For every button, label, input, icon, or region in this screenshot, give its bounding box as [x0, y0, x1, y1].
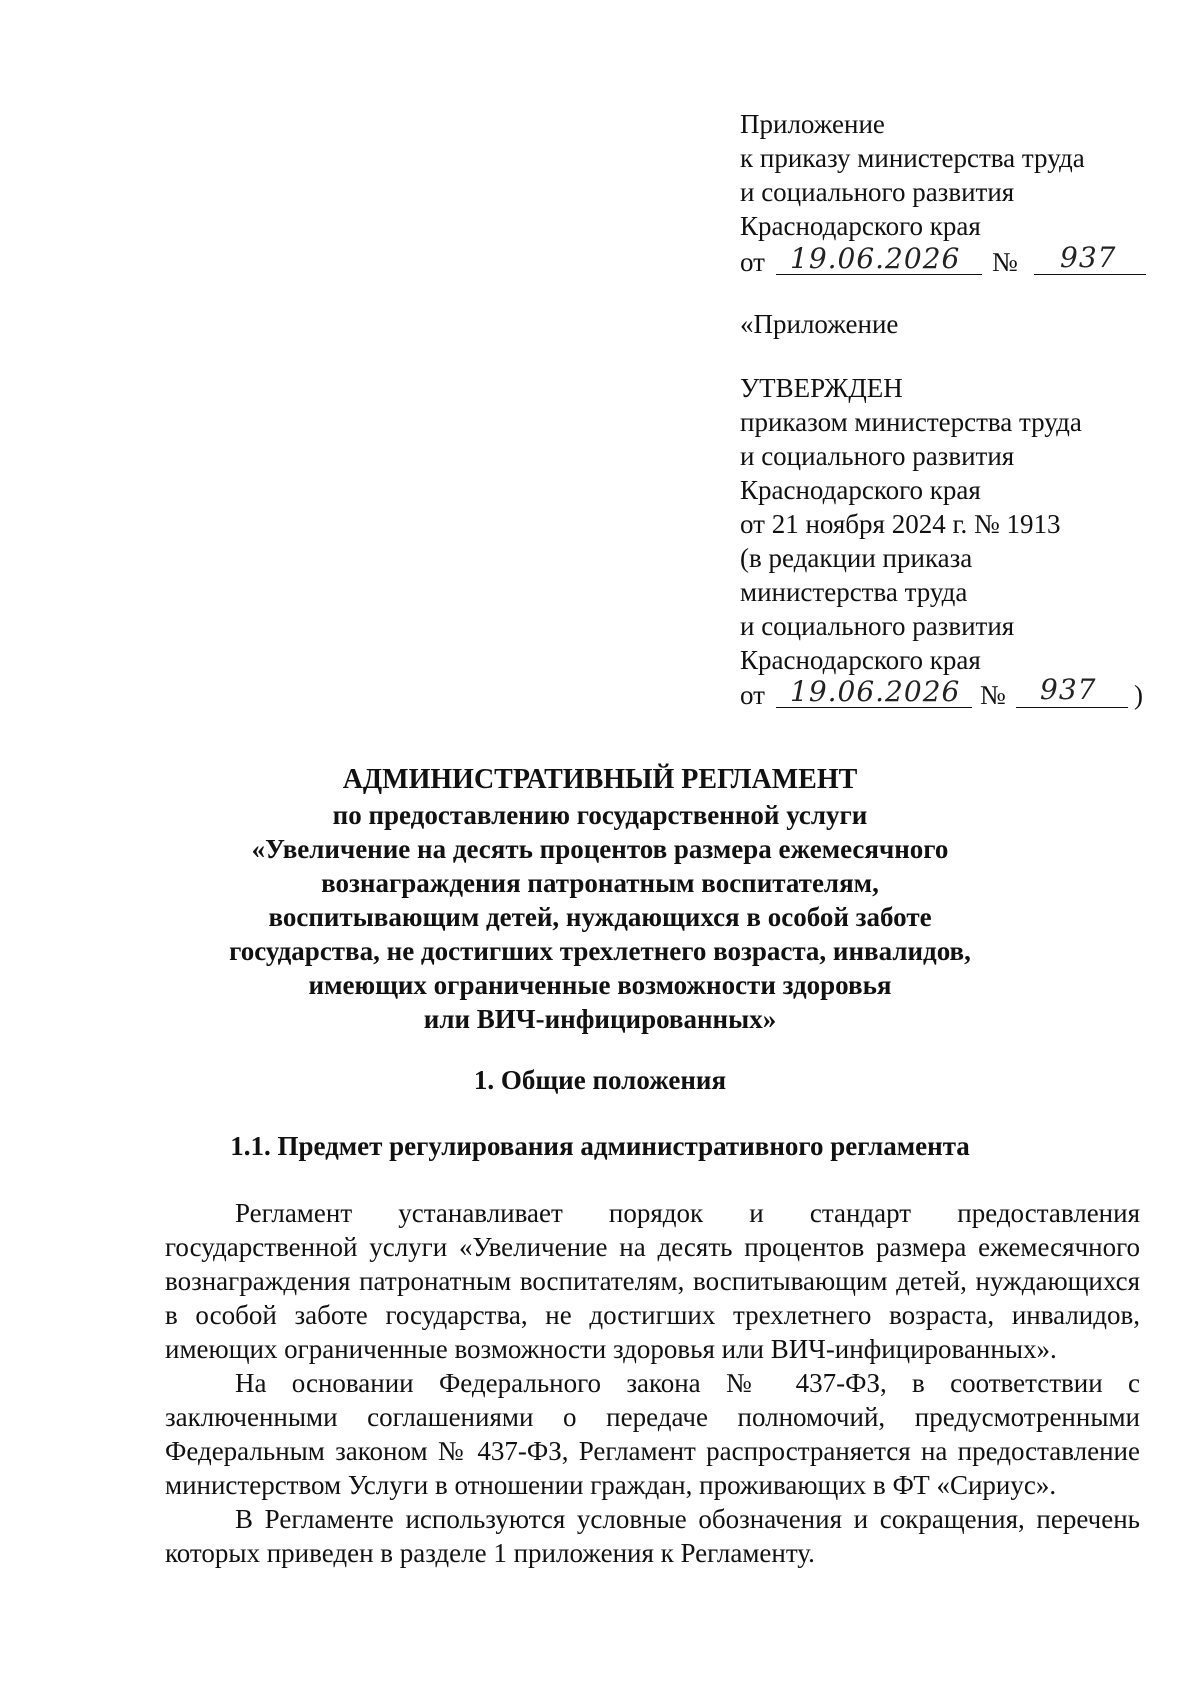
- section-heading: 1. Общие положения: [473, 1065, 727, 1095]
- revision-date-prefix: от: [740, 680, 765, 710]
- title-line: «Увеличение на десять процентов размера ежемесячного: [251, 834, 949, 864]
- paragraph: На основании Федерального закона № 437-ФЗ, в соответствии с заключенными соглашениями о передаче полномочий, предусмотренными Федеральным законом № 437-ФЗ, Регламент распространяется на предоставление министерством Услуги в отношении граждан, проживающих в ФТ «Сириус».: [165, 1368, 1140, 1500]
- title-line: государства, не достигших трехлетнего возраста, инвалидов,: [229, 936, 971, 966]
- paragraph: Регламент устанавливает порядок и стандарт предоставления государственной услуги «Увеличение на десять процентов размера ежемесячного вознаграждения патронатным воспитателям, воспитывающим детей, нуждающихся в особой заботе государства, не достигших трехлетнего возраста, инвалидов, имеющих ограниченные возможности здоровья или ВИЧ-инфицированных».: [165, 1198, 1140, 1364]
- order-date-prefix: от: [740, 247, 765, 277]
- revision-number-handwritten: 937: [1040, 673, 1097, 706]
- section-body: [165, 1196, 1140, 1570]
- order-number-underline: [1034, 274, 1146, 275]
- approved-line: (в редакции приказа: [740, 543, 973, 573]
- appendix-quote: «Приложение: [740, 309, 899, 339]
- order-date-handwritten: 19.06.2026: [790, 242, 961, 275]
- title-line: по предоставлению государственной услуги: [332, 800, 868, 830]
- appendix-line: Краснодарского края: [740, 211, 981, 241]
- approved-line: приказом министерства труда: [740, 407, 1082, 437]
- approved-line: и социального развития: [740, 441, 1015, 471]
- revision-number-underline: [1016, 707, 1128, 708]
- order-number-handwritten: 937: [1060, 241, 1117, 274]
- title-line: имеющих ограниченные возможности здоровья: [308, 970, 892, 1000]
- title-line: АДМИНИСТРАТИВНЫЙ РЕГЛАМЕНТ: [342, 764, 858, 795]
- revision-number-prefix: №: [980, 680, 1006, 710]
- approved-line: Краснодарского края: [740, 475, 981, 505]
- appendix-line: и социального развития: [740, 177, 1015, 207]
- paragraph: В Регламенте используются условные обозначения и сокращения, перечень которых приведен в разделе 1 приложения к Регламенту.: [165, 1504, 1140, 1568]
- title-line: вознаграждения патронатным воспитателям,: [321, 868, 879, 898]
- closing-paren: ): [1134, 680, 1143, 710]
- appendix-line: Приложение: [740, 109, 885, 139]
- title-line: воспитывающим детей, нуждающихся в особой заботе: [268, 902, 932, 932]
- approved-title: УТВЕРЖДЕН: [740, 373, 903, 403]
- title-line: или ВИЧ-инфицированных»: [423, 1004, 777, 1034]
- appendix-line: к приказу министерства труда: [740, 143, 1085, 173]
- order-number-prefix: №: [992, 247, 1018, 277]
- approved-line: министерства труда: [740, 577, 968, 607]
- approved-line: от 21 ноября 2024 г. № 1913: [740, 509, 1061, 539]
- revision-date-handwritten: 19.06.2026: [790, 675, 961, 708]
- approved-line: Краснодарского края: [740, 645, 981, 675]
- approved-line: и социального развития: [740, 611, 1015, 641]
- subsection-heading: 1.1. Предмет регулирования административного регламента: [230, 1131, 970, 1161]
